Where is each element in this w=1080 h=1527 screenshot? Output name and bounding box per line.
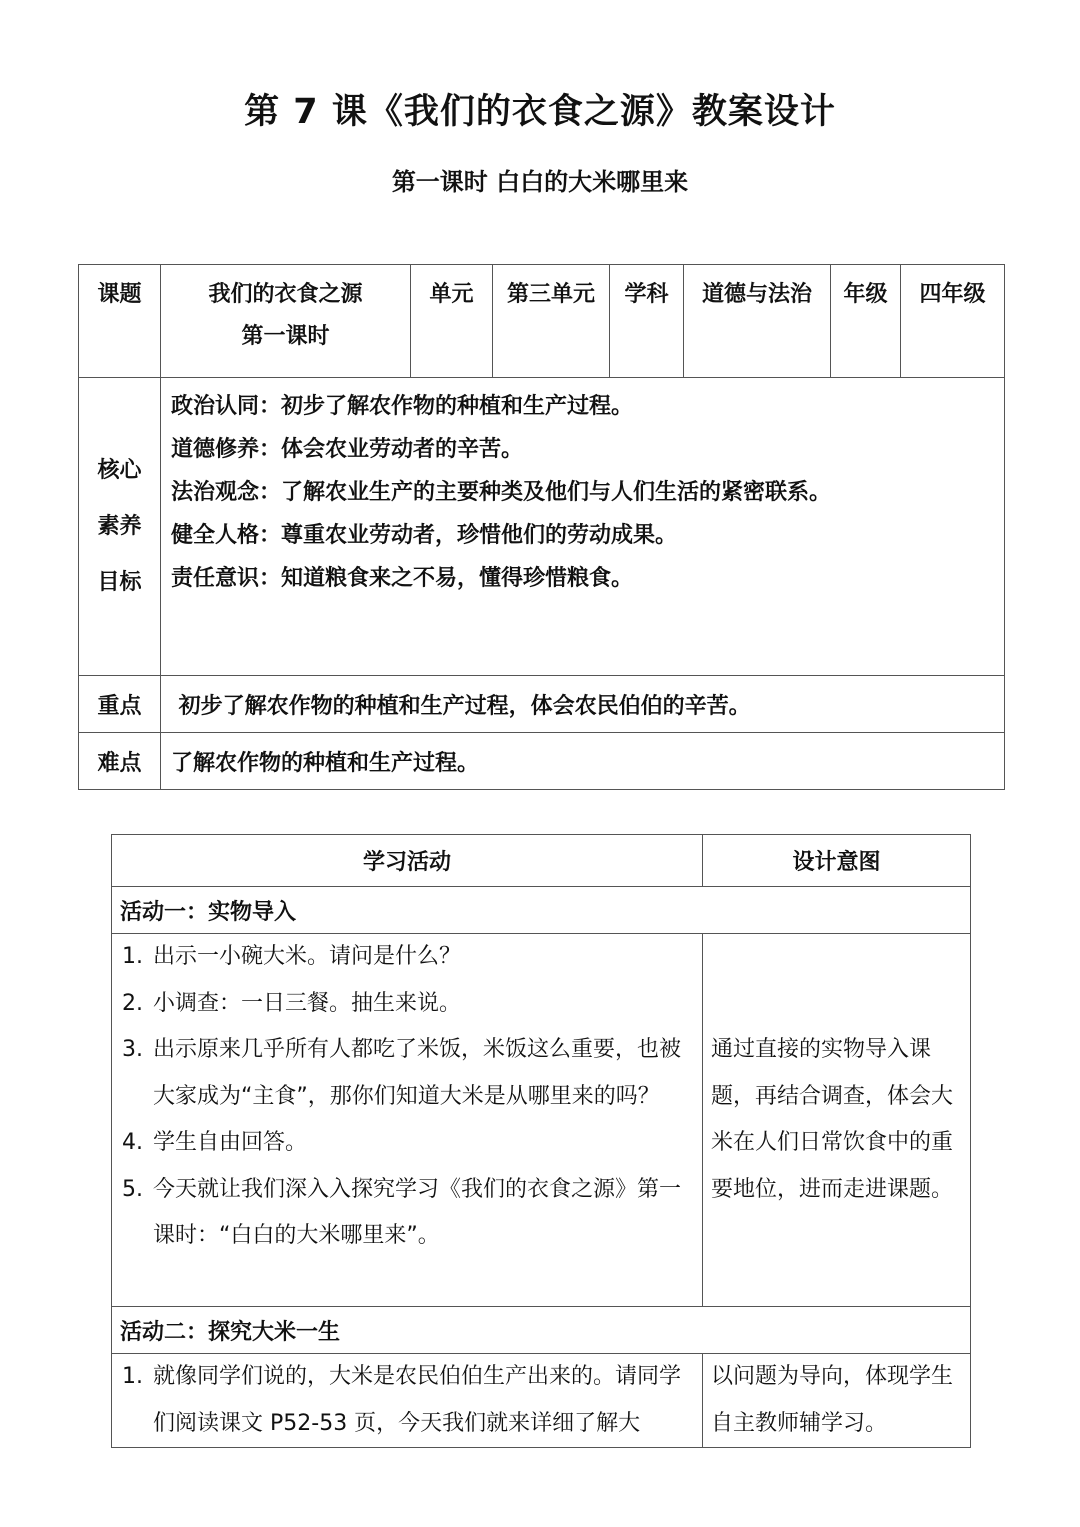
page-subtitle: 第一课时 白白的大米哪里来 (391, 168, 689, 196)
step-text: 小调查：一日三餐。抽生来说。 (153, 990, 462, 1016)
activity-title-row (112, 1307, 971, 1354)
unit-value: 第三单元 (506, 282, 595, 307)
subject-label-cell (610, 265, 684, 378)
activity-intent-cell (703, 934, 971, 1307)
goals-row (79, 378, 1005, 676)
activity-steps-cell (112, 1354, 703, 1448)
activity-title: 活动一：实物导入 (112, 887, 971, 934)
step-number: 1. (122, 1364, 143, 1389)
activity-body-row (112, 934, 971, 1307)
subject-label: 学科 (624, 282, 669, 307)
difficulty-row (79, 733, 1005, 790)
key-point-row (79, 676, 1005, 733)
goals-label-line: 核心 (97, 457, 142, 483)
subject-value-cell (684, 265, 831, 378)
col-activity-header: 学习活动 (112, 835, 703, 887)
goal-item: 责任意识：知道粮食来之不易，懂得珍惜粮食。 (171, 566, 634, 591)
unit-value-cell (493, 265, 610, 378)
grade-value: 四年级 (919, 282, 986, 307)
activity-steps (112, 934, 702, 1260)
list-item (112, 1167, 702, 1260)
key-point-value: 初步了解农作物的种植和生产过程，体会农民伯伯的辛苦。 (161, 676, 1005, 733)
list-item (112, 934, 702, 981)
page-title: 第 7 课《我们的衣食之源》教案设计 (244, 92, 836, 132)
activity-header-row (112, 835, 971, 887)
difficulty-value: 了解农作物的种植和生产过程。 (161, 733, 1005, 790)
goals-label-line: 素养 (97, 513, 142, 539)
lesson-info-table (78, 264, 1005, 790)
topic-value-line2: 第一课时 (241, 324, 330, 349)
step-text: 今天就让我们深入入探究学习《我们的衣食之源》第一课时：“白白的大米哪里来”。 (153, 1176, 682, 1248)
list-item (112, 1120, 702, 1167)
subject-value: 道德与法治 (701, 282, 812, 307)
grade-label: 年级 (843, 282, 888, 307)
step-text: 学生自由回答。 (153, 1130, 308, 1155)
list-item (112, 981, 702, 1028)
goal-item: 健全人格：尊重农业劳动者，珍惜他们的劳动成果。 (171, 523, 678, 548)
list-item (112, 1027, 702, 1120)
goal-item: 道德修养：体会农业劳动者的辛苦。 (171, 437, 524, 462)
key-point-label: 重点 (79, 676, 161, 733)
activity-table (111, 834, 971, 1448)
unit-label-cell (411, 265, 493, 378)
step-number: 1. (122, 944, 143, 969)
grade-label-cell (831, 265, 901, 378)
activity-title-row (112, 887, 971, 934)
step-number: 3. (122, 1037, 143, 1062)
step-text: 出示原来几乎所有人都吃了米饭，米饭这么重要，也被大家成为“主食”，那你们知道大米是从哪里来的吗？ (153, 1037, 682, 1109)
activity-title: 活动二：探究大米一生 (112, 1307, 971, 1354)
list-item (112, 1354, 702, 1447)
activity-intent-cell (703, 1354, 971, 1448)
step-number: 2. (122, 990, 143, 1016)
activity-steps-cell (112, 934, 703, 1307)
goals-label-cell (79, 378, 161, 676)
goal-item: 法治观念：了解农业生产的主要种类及他们与人们生活的紧密联系。 (171, 480, 832, 505)
unit-label: 单元 (429, 282, 474, 307)
goals-list (161, 378, 1005, 676)
design-intent: 以问题为导向，体现学生自主教师辅学习。 (711, 1364, 954, 1436)
step-number: 5. (122, 1176, 143, 1202)
info-header-row (79, 265, 1005, 378)
col-intent-header: 设计意图 (703, 835, 971, 887)
activity-body-row (112, 1354, 971, 1448)
activity-steps (112, 1354, 702, 1447)
topic-value-line1: 我们的衣食之源 (208, 282, 363, 307)
grade-value-cell (901, 265, 1005, 378)
design-intent: 通过直接的实物导入课题，再结合调查，体会大米在人们日常饮食中的重要地位，进而走进课题。 (711, 1037, 954, 1202)
step-text: 就像同学们说的，大米是农民伯伯生产出来的。请同学们阅读课文 P52-53 页，今天我们就来详细了解大 (153, 1364, 682, 1436)
topic-label: 课题 (97, 282, 142, 307)
topic-label-cell (79, 265, 161, 378)
topic-value-cell (161, 265, 411, 378)
step-number: 4. (122, 1130, 143, 1155)
difficulty-label: 难点 (79, 733, 161, 790)
goal-item: 政治认同：初步了解农作物的种植和生产过程。 (171, 394, 634, 419)
step-text: 出示一小碗大米。请问是什么？ (153, 944, 462, 969)
goals-label-line: 目标 (97, 569, 142, 595)
